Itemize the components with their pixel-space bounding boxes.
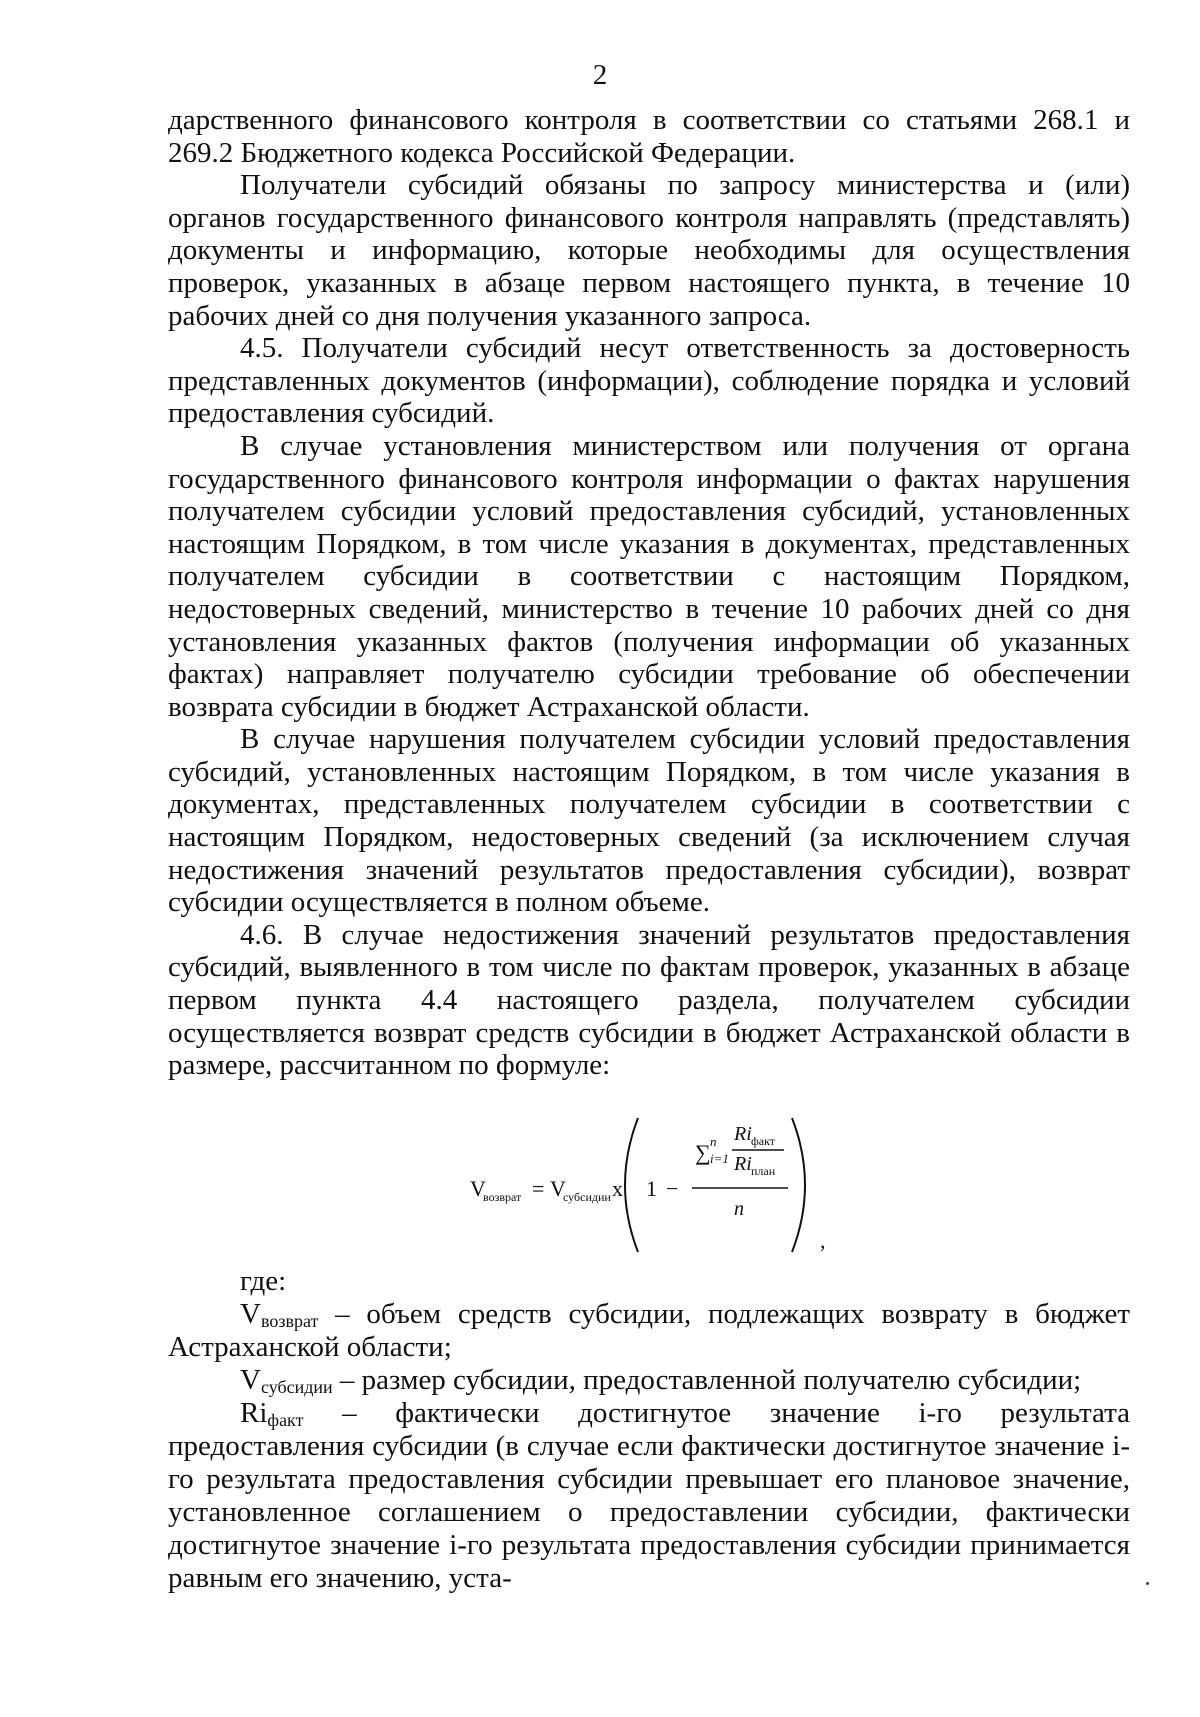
legend-description: – размер субсидии, предоставленной получателю субсидии; [332, 1364, 1082, 1396]
legend-description: – объем средств субсидии, подлежащих возврату в бюджет Астраханской области; [168, 1298, 1130, 1363]
legend-symbol: Ri [240, 1397, 268, 1429]
paragraph-4-6: 4.6. В случае недостижения значений результатов предоставления субсидий, выявленного в том числе по фактам проверок, указанных в абзаце первом пункта 4.4 настоящего раздела, получателем субсидии осуществляется возврат средств субсидии в бюджет Астраханской области в размере, рассчитанном по формуле: [168, 918, 1130, 1082]
legend-symbol: V [240, 1364, 261, 1396]
paragraph-4-5: 4.5. Получатели субсидий несут ответственность за достоверность представленных документов (информации), соблюдение порядка и условий предоставления субсидий. [168, 332, 1130, 430]
formula-num-sub: факт [751, 1134, 776, 1148]
scan-dot [1146, 1582, 1149, 1585]
formula-left-paren [625, 1118, 638, 1252]
formula-rhs-sub: субсидии [563, 1190, 611, 1204]
paragraph-violation-detection: В случае установления министерством или получения от органа государственного финансового контроля информации о фактах нарушения получателем субсидии условий предоставления субсидий, установленных настоящим Порядком, в том числе указания в документах, представленных получателем субсидии в соответствии с настоящим Порядком, недостоверных сведений, министерство в течение 10 рабочих дней со дня установления указанных фактов (получения информации об указанных фактах) направляет получателю субсидии требование об обеспечении возврата субсидии в бюджет Астраханской области. [168, 429, 1130, 723]
formula-sigma: ∑ [695, 1140, 711, 1165]
legend-item-v-subsidy [168, 1364, 1130, 1397]
formula-legend [168, 1265, 1130, 1595]
formula-eq: = [532, 1176, 545, 1201]
legend-where: где: [240, 1265, 287, 1297]
formula-lhs-symbol: V [470, 1176, 486, 1201]
formula-minus: − [666, 1176, 679, 1201]
formula-trailing-comma: , [820, 1228, 826, 1253]
formula-sum-lower: i=1 [710, 1151, 729, 1166]
formula-den-sub: план [751, 1164, 776, 1178]
formula-den-symbol: Ri [734, 1153, 752, 1175]
paragraph-full-refund: В случае нарушения получателем субсидии условий предоставления субсидий, установленных настоящим Порядком, в том числе указания в документах, представленных получателем субсидии в соответствии с настоящим Порядком, недостоверных сведений (за исключением случая недостижения значений результатов предоставления субсидии), возврат субсидии осуществляется в полном объеме. [168, 723, 1130, 919]
formula-num-symbol: Ri [734, 1123, 752, 1145]
legend-subscript: субсидии [260, 1377, 333, 1397]
legend-subscript: возврат [260, 1311, 319, 1331]
formula-one: 1 [646, 1176, 657, 1201]
formula-outer-den: n [734, 1198, 744, 1220]
legend-symbol: V [240, 1298, 261, 1330]
paragraph-recipients-obligation: Получатели субсидий обязаны по запросу министерства и (или) органов государственного финансового контроля направлять (представлять) документы и информацию, которые необходимы для осуществления проверок, указанных в абзаце первом настоящего пункта, в течение 10 рабочих дней со дня получения указанного запроса. [168, 169, 1130, 332]
formula-svg [470, 1110, 870, 1260]
refund-formula [470, 1110, 870, 1260]
formula-lhs-sub: возврат [483, 1190, 522, 1204]
legend-item-v-refund [168, 1298, 1130, 1364]
formula-right-paren [792, 1118, 805, 1252]
formula-rhs-symbol: V [550, 1176, 566, 1201]
paragraph-continuation: дарственного финансового контроля в соответствии со статьями 268.1 и 269.2 Бюджетного кодекса Российской Федерации. [168, 104, 1130, 169]
body-text [168, 104, 1130, 1082]
legend-subscript: факт [267, 1410, 304, 1430]
page-number: 2 [592, 59, 608, 91]
legend-item-ri-fact [168, 1397, 1130, 1595]
formula-sum-upper: n [710, 1134, 717, 1149]
formula-times: x [612, 1176, 623, 1201]
legend-description: – фактически достигнутое значение i-го результата предоставления субсидии (в случае если фактически достигнутое значение i-го результата предоставления субсидии превышает его плановое значение, установленное соглашением о предоставлении субсидии, фактически достигнутое значение i-го результата предоставления субсидии принимается равным его значению, уста- [168, 1397, 1130, 1594]
